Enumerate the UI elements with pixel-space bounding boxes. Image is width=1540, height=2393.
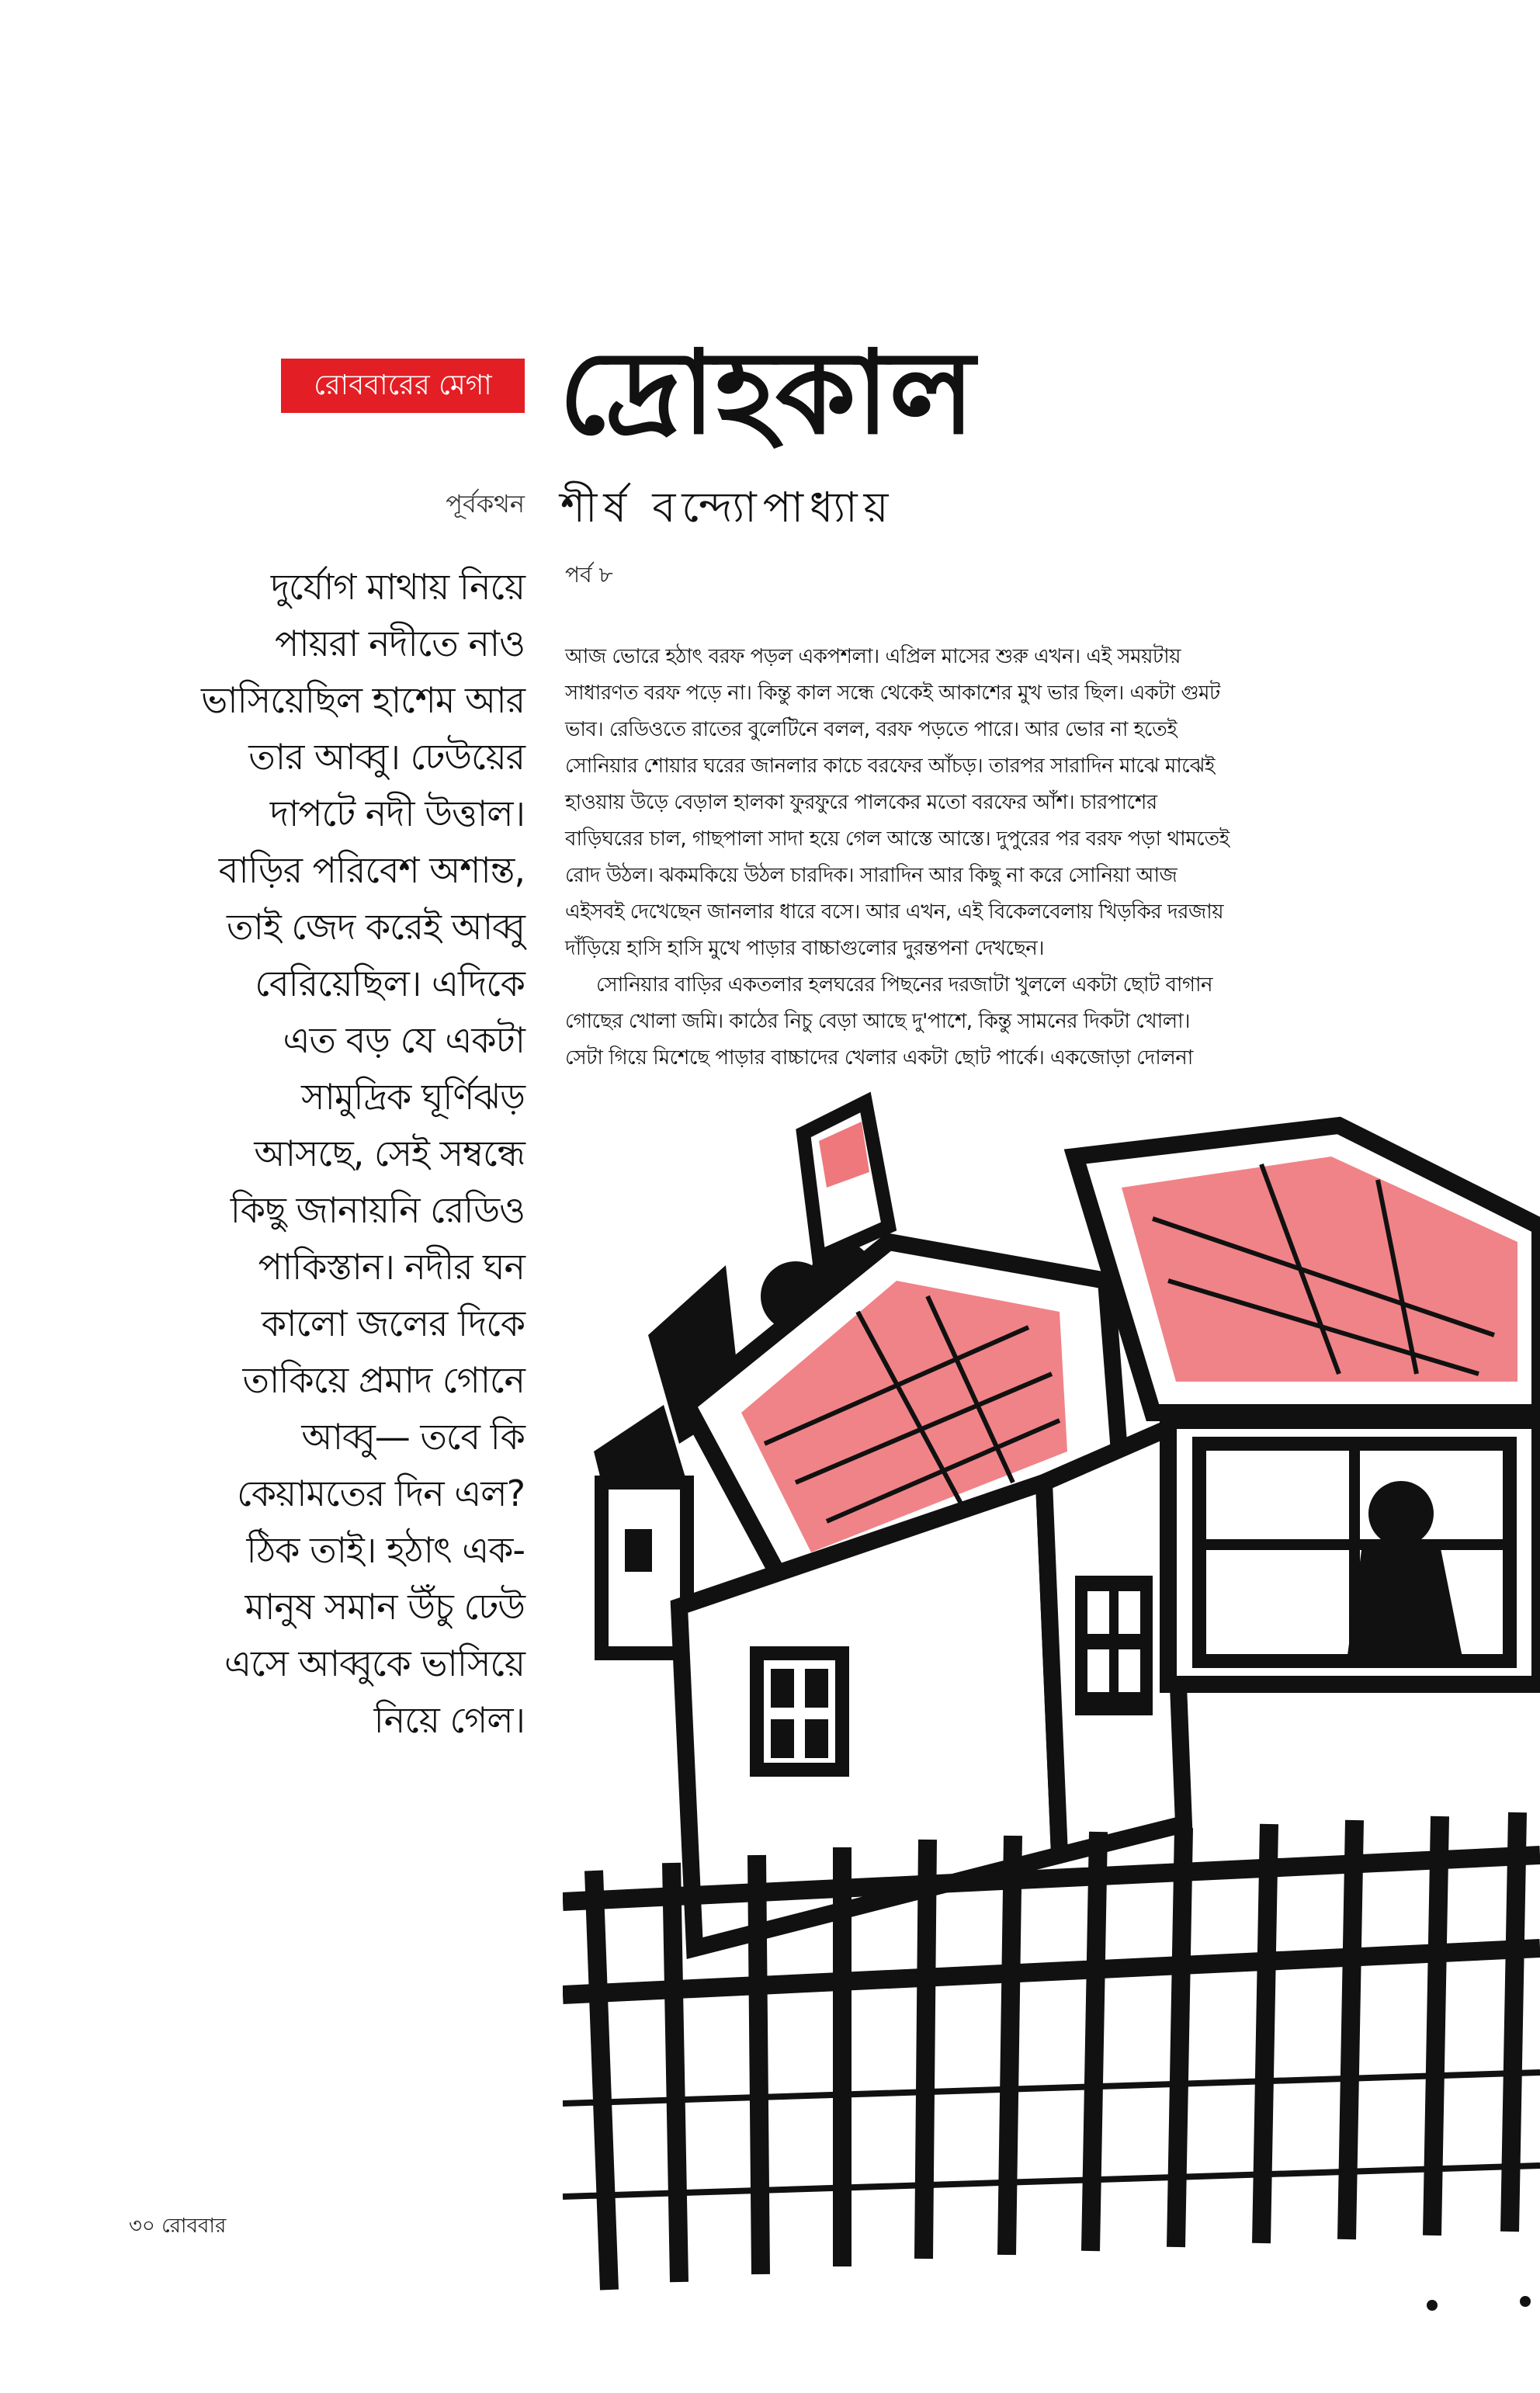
body-line: সেটা গিয়ে মিশেছে পাড়ার বাচ্চাদের খেলার একটা ছোট পার্কে। একজোড়া দোলনা: [565, 1046, 1193, 1070]
prologue-label: পূর্বকথন: [446, 489, 525, 518]
body-line: রোদ উঠল। ঝকমকিয়ে উঠল চারদিক। সারাদিন আর কিছু না করে সোনিয়া আজ: [565, 864, 1178, 887]
summary-line: এত বড় যে একটা: [283, 1019, 525, 1061]
summary-line: মানুষ সমান উঁচু ঢেউ: [245, 1586, 525, 1628]
summary-line: সামুদ্রিক ঘূর্ণিঝড়: [301, 1076, 525, 1118]
summary-line: পায়রা নদীতে নাও: [275, 623, 525, 664]
summary-line: আসছে, সেই সম্বন্ধে: [254, 1132, 525, 1174]
body-line: ভাব। রেডিওতে রাতের বুলেটিনে বলল, বরফ পড়তে পারে। আর ভোর না হতেই: [565, 718, 1178, 741]
summary-line: দুর্যোগ মাথায় নিয়ে: [270, 566, 525, 608]
summary-line: কেয়ামতের দিন এল?: [237, 1472, 525, 1514]
summary-line: কিছু জানায়নি রেডিও: [230, 1189, 525, 1231]
summary-line: কালো জলের দিকে: [261, 1302, 525, 1344]
fence-rail-hatching: [563, 2072, 1540, 2197]
body-line: সোনিয়ার শোয়ার ঘরের জানলার কাচে বরফের আঁচড়। তারপর সারাদিন মাঝে মাঝেই: [565, 754, 1215, 778]
body-line: দাঁড়িয়ে হাসি হাসি মুখে পাড়ার বাচ্চাগুলোর দুরন্তপনা দেখছেন।: [565, 937, 1045, 960]
body-line: সাধারণত বরফ পড়ে না। কিন্তু কাল সন্ধে থেকেই আকাশের মুখ ভার ছিল। একটা গুমট: [565, 681, 1220, 705]
section-badge: রোববারের মেগা: [281, 359, 525, 413]
summary-line: তাই জেদ করেই আব্বু: [226, 906, 525, 948]
summary-line: ভাসিয়েছিল হাশেম আর: [200, 679, 525, 721]
summary-line: বেরিয়েছিল। এদিকে: [255, 962, 525, 1004]
body-line: হাওয়ায় উড়ে বেড়াল হালকা ফুরফুরে পালকের মতো বরফের আঁশ। চারপাশের: [565, 791, 1157, 814]
summary-line: ঠিক তাই। হঠাৎ এক-: [246, 1529, 525, 1571]
summary-line: নিয়ে গেল।: [373, 1699, 525, 1741]
summary-line: বাড়ির পরিবেশ অশান্ত,: [218, 849, 525, 891]
ground-dots: [1427, 2296, 1531, 2311]
body-line: সোনিয়ার বাড়ির একতলার হলঘরের পিছনের দরজাটা খুললে একটা ছোট বাগান: [596, 973, 1213, 997]
body-line: গোছের খোলা জমি। কাঠের নিচু বেড়া আছে দু'পাশে, কিন্তু সামনের দিকটা খোলা।: [565, 1010, 1190, 1033]
summary-line: তার আব্বু। ঢেউয়ের: [248, 736, 525, 778]
body-line: বাড়িঘরের চাল, গাছপালা সাদা হয়ে গেল আস্তে আস্তে। দুপুরের পর বরফ পড়া থামতেই: [565, 827, 1230, 851]
house-illustration: [563, 1079, 1540, 2393]
summary-line: পাকিস্তান। নদীর ঘন: [258, 1246, 525, 1288]
story-body: [565, 639, 1419, 1077]
summary-line: আব্বু— তবে কি: [301, 1416, 525, 1458]
author-name: শীর্ষ বন্দ্যোপাধ্যায়: [560, 483, 895, 532]
main-roof-right: [1075, 1125, 1540, 1413]
summary-line: এসে আব্বুকে ভাসিয়ে: [224, 1642, 525, 1684]
page-folio: ৩০ রোববার: [129, 2214, 227, 2238]
summary-line: দাপটে নদী উত্তাল।: [269, 792, 525, 834]
story-title: দ্রোহকাল: [559, 324, 975, 460]
summary-line: তাকিয়ে প্রমাদ গোনে: [242, 1359, 525, 1401]
prologue-summary: [93, 559, 525, 1749]
chimney: [803, 1102, 889, 1257]
body-line: আজ ভোরে হঠাৎ বরফ পড়ল একপশলা। এপ্রিল মাসের শুরু এখন। এই সময়টায়: [565, 645, 1181, 668]
episode-label: পর্ব ৮: [565, 562, 613, 588]
body-line: এইসবই দেখেছেন জানলার ধারে বসে। আর এখন, এই বিকেলবেলায় খিড়কির দরজায়: [565, 900, 1224, 924]
